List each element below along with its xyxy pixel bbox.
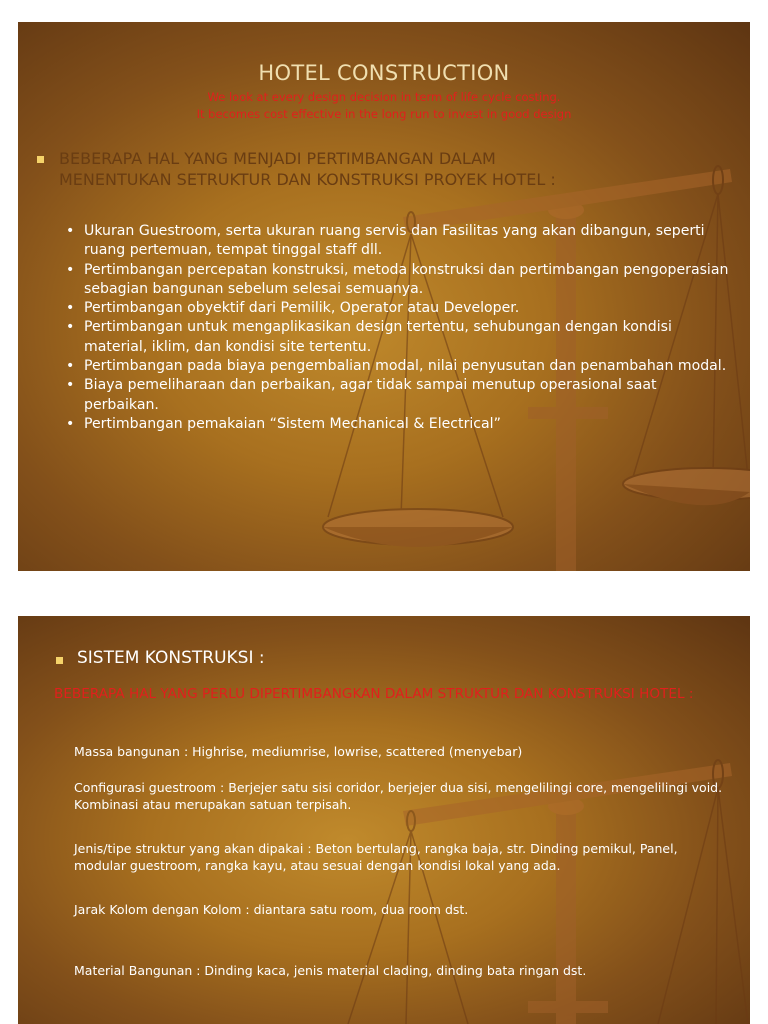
- section-heading: [59, 148, 699, 190]
- square-bullet-icon: [37, 156, 44, 163]
- slide-title: HOTEL CONSTRUCTION: [258, 61, 510, 85]
- list-item: • Pertimbangan obyektif dari Pemilik, Operator atau Developer.: [66, 299, 731, 318]
- subtitle-line-2: It becomes cost effective in the long run to invest in good design: [196, 107, 572, 121]
- list-item: • Pertimbangan percepatan konstruksi, metoda konstruksi dan pertimbangan pengoperasian sebagian bangunan sebelum selesai semuanya.: [66, 261, 731, 300]
- square-bullet-icon: [56, 657, 63, 664]
- list-item: Configurasi guestroom : Berjejer satu sisi coridor, berjejer dua sisi, mengelilingi core, mengelilingi void. Kombinasi atau merupakan satuan terpisah.: [74, 780, 723, 812]
- slide-hotel-construction: [18, 22, 750, 571]
- list-item: • Pertimbangan pada biaya pengembalian modal, nilai penyusutan dan penambahan modal.: [66, 357, 731, 376]
- list-item: Material Bangunan : Dinding kaca, jenis material clading, dinding bata ringan dst.: [74, 963, 587, 978]
- consideration-list: [66, 222, 731, 434]
- list-item: • Pertimbangan pemakaian “Sistem Mechanical & Electrical”: [66, 415, 731, 434]
- list-item: Massa bangunan : Highrise, mediumrise, lowrise, scattered (menyebar): [74, 744, 523, 759]
- subtitle-line-1: We look at every design decision in term of life cycle costing.: [207, 90, 561, 104]
- section-heading: SISTEM KONSTRUKSI :: [77, 648, 265, 668]
- list-item: Jenis/tipe struktur yang akan dipakai : Beton bertulang, rangka baja, str. Dinding pemikul, Panel, modular guestroom, rangka kayu, atau sesuai dengan kondisi lokal yang ada.: [74, 841, 678, 873]
- section-heading-line-2: MENENTUKAN SETRUKTUR DAN KONSTRUKSI PROYEK HOTEL :: [59, 170, 556, 189]
- list-item: Jarak Kolom dengan Kolom : diantara satu room, dua room dst.: [74, 902, 469, 917]
- list-item: • Biaya pemeliharaan dan perbaikan, agar tidak sampai menutup operasional saat perbaikan.: [66, 376, 731, 415]
- list-item: • Ukuran Guestroom, serta ukuran ruang servis dan Fasilitas yang akan dibangun, seperti ruang pertemuan, tempat tinggal staff dll.: [66, 222, 731, 261]
- section-subheading: BEBERAPA HAL YANG PERLU DIPERTIMBANGKAN DALAM STRUKTUR DAN KONSTRUKSI HOTEL :: [54, 686, 694, 702]
- section-heading-line-1: BEBERAPA HAL YANG MENJADI PERTIMBANGAN DALAM: [59, 149, 496, 168]
- slide-sistem-konstruksi: [18, 616, 750, 1024]
- list-item: • Pertimbangan untuk mengaplikasikan design tertentu, sehubungan dengan kondisi material, iklim, dan kondisi site tertentu.: [66, 318, 731, 357]
